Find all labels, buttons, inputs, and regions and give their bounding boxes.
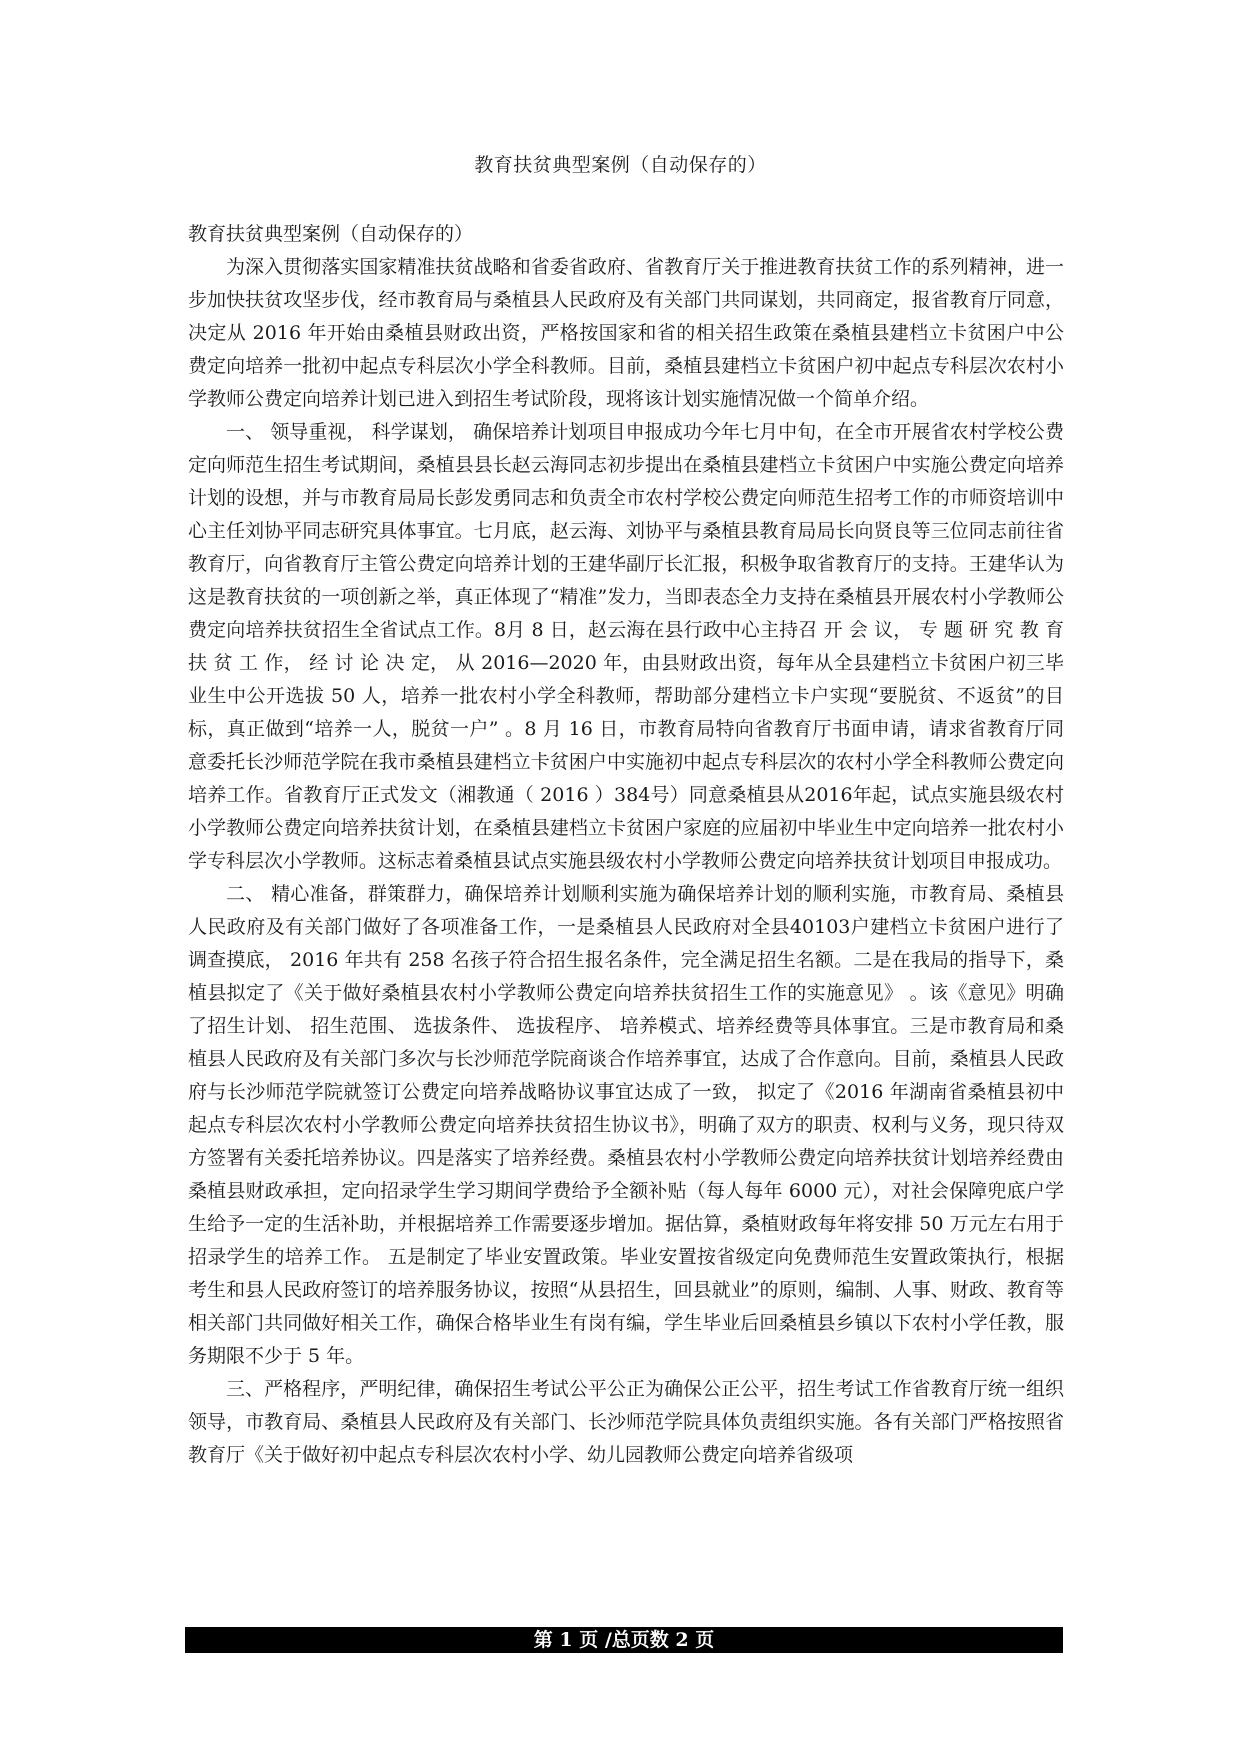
paragraph-section-1: 一、 领导重视， 科学谋划， 确保培养计划项目申报成功今年七月中旬，在全市开展省农村学校公费定向师范生招生考试期间，桑植县县长赵云海同志初步提出在桑植县建档立卡贫困户中实施公费定向培养计划的设想，并与市教育局局长彭发勇同志和负责全市农村学校公费定向师范生招考工作的市师资培训中心主任刘协平同志研究具体事宜。七月底，赵云海、刘协平与桑植县教育局局长向贤良等三位同志前往省教育厅，向省教育厅主管公费定向培养计划的王建华副厅长汇报，积极争取省教育厅的支持。王建华认为这是教育扶贫的一项创新之举，真正体现了“精准”发力，当即表态全力支持在桑植县开展农村小学教师公费定向培养扶贫招生全省试点工作。8月 8 日，赵云海在县行政中心主持召 开 会 议， 专 题 研 究 教 育 扶 贫 工 作， 经 讨 论 决 定， 从 2016—2020 年，由县财政出资，每年从全县建档立卡贫困户初三毕业生中公开选拔 50 人，培养一批农村小学全科教师，帮助部分建档立卡户实现“要脱贫、不返贫”的目标，真正做到“培养一人，脱贫一户” 。8 月 16 日，市教育局特向省教育厅书面申请，请求省教育厅同意委托长沙师范学院在我市桑植县建档立卡贫困户中实施初中起点专科层次的农村小学全科教师公费定向培养工作。省教育厅正式发文（湘教通（ 2016 ）384号）同意桑植县从2016年起，试点实施县级农村小学教师公费定向培养扶贫计划，在桑植县建档立卡贫困户家庭的应届初中毕业生中定向培养一批农村小学专科层次小学教师。这标志着桑植县试点实施县级农村小学教师公费定向培养扶贫计划项目申报成功。	[188, 421, 1064, 872]
document-heading: 教育扶贫典型案例（自动保存的）	[188, 223, 474, 245]
document-body	[188, 218, 1064, 1472]
page-header-title: 教育扶贫典型案例（自动保存的）	[474, 154, 767, 176]
paragraph-section-3: 三、严格程序，严明纪律，确保招生考试公平公正为确保公正公平，招生考试工作省教育厅统一组织领导，市教育局、桑植县人民政府及有关部门、长沙师范学院具体负责组织实施。各有关部门严格按照省教育厅《关于做好初中起点专科层次农村小学、幼儿园教师公费定向培养省级项	[188, 1378, 1064, 1466]
page-number-label: 第 1 页 /总页数 2 页	[533, 1629, 715, 1651]
page-footer	[185, 1627, 1063, 1653]
paragraph-section-2: 二、 精心准备，群策群力，确保培养计划顺利实施为确保培养计划的顺利实施，市教育局、桑植县人民政府及有关部门做好了各项准备工作，一是桑植县人民政府对全县40103户建档立卡贫困户进行了调查摸底， 2016 年共有 258 名孩子符合招生报名条件，完全满足招生名额。二是在我局的指导下，桑植县拟定了《关于做好桑植县农村小学教师公费定向培养扶贫招生工作的实施意见》 。该《意见》明确了招生计划、 招生范围、 选拔条件、 选拔程序、 培养模式、培养经费等具体事宜。三是市教育局和桑植县人民政府及有关部门多次与长沙师范学院商谈合作培养事宜，达成了合作意向。目前，桑植县人民政府与长沙师范学院就签订公费定向培养战略协议事宜达成了一致， 拟定了《2016 年湖南省桑植县初中起点专科层次农村小学教师公费定向培养扶贫招生协议书》，明确了双方的职责、权利与义务，现只待双方签署有关委托培养协议。四是落实了培养经费。桑植县农村小学教师公费定向培养扶贫计划培养经费由桑植县财政承担，定向招录学生学习期间学费给予全额补贴（每人每年 6000 元），对社会保障兜底户学生给予一定的生活补助，并根据培养工作需要逐步增加。据估算，桑植财政每年将安排 50 万元左右用于招录学生的培养工作。 五是制定了毕业安置政策。毕业安置按省级定向免费师范生安置政策执行，根据考生和县人民政府签订的培养服务协议，按照“从县招生，回县就业”的原则，编制、人事、财政、教育等相关部门共同做好相关工作，确保合格毕业生有岗有编，学生毕业后回桑植县乡镇以下农村小学任教，服务期限不少于 5 年。	[188, 883, 1064, 1367]
paragraph-intro: 为深入贯彻落实国家精准扶贫战略和省委省政府、省教育厅关于推进教育扶贫工作的系列精神，进一步加快扶贫攻坚步伐，经市教育局与桑植县人民政府及有关部门共同谋划，共同商定，报省教育厅同意，决定从 2016 年开始由桑植县财政出资，严格按国家和省的相关招生政策在桑植县建档立卡贫困户中公费定向培养一批初中起点专科层次小学全科教师。目前，桑植县建档立卡贫困户初中起点专科层次农村小学教师公费定向培养计划已进入到招生考试阶段，现将该计划实施情况做一个简单介绍。	[188, 256, 1064, 410]
